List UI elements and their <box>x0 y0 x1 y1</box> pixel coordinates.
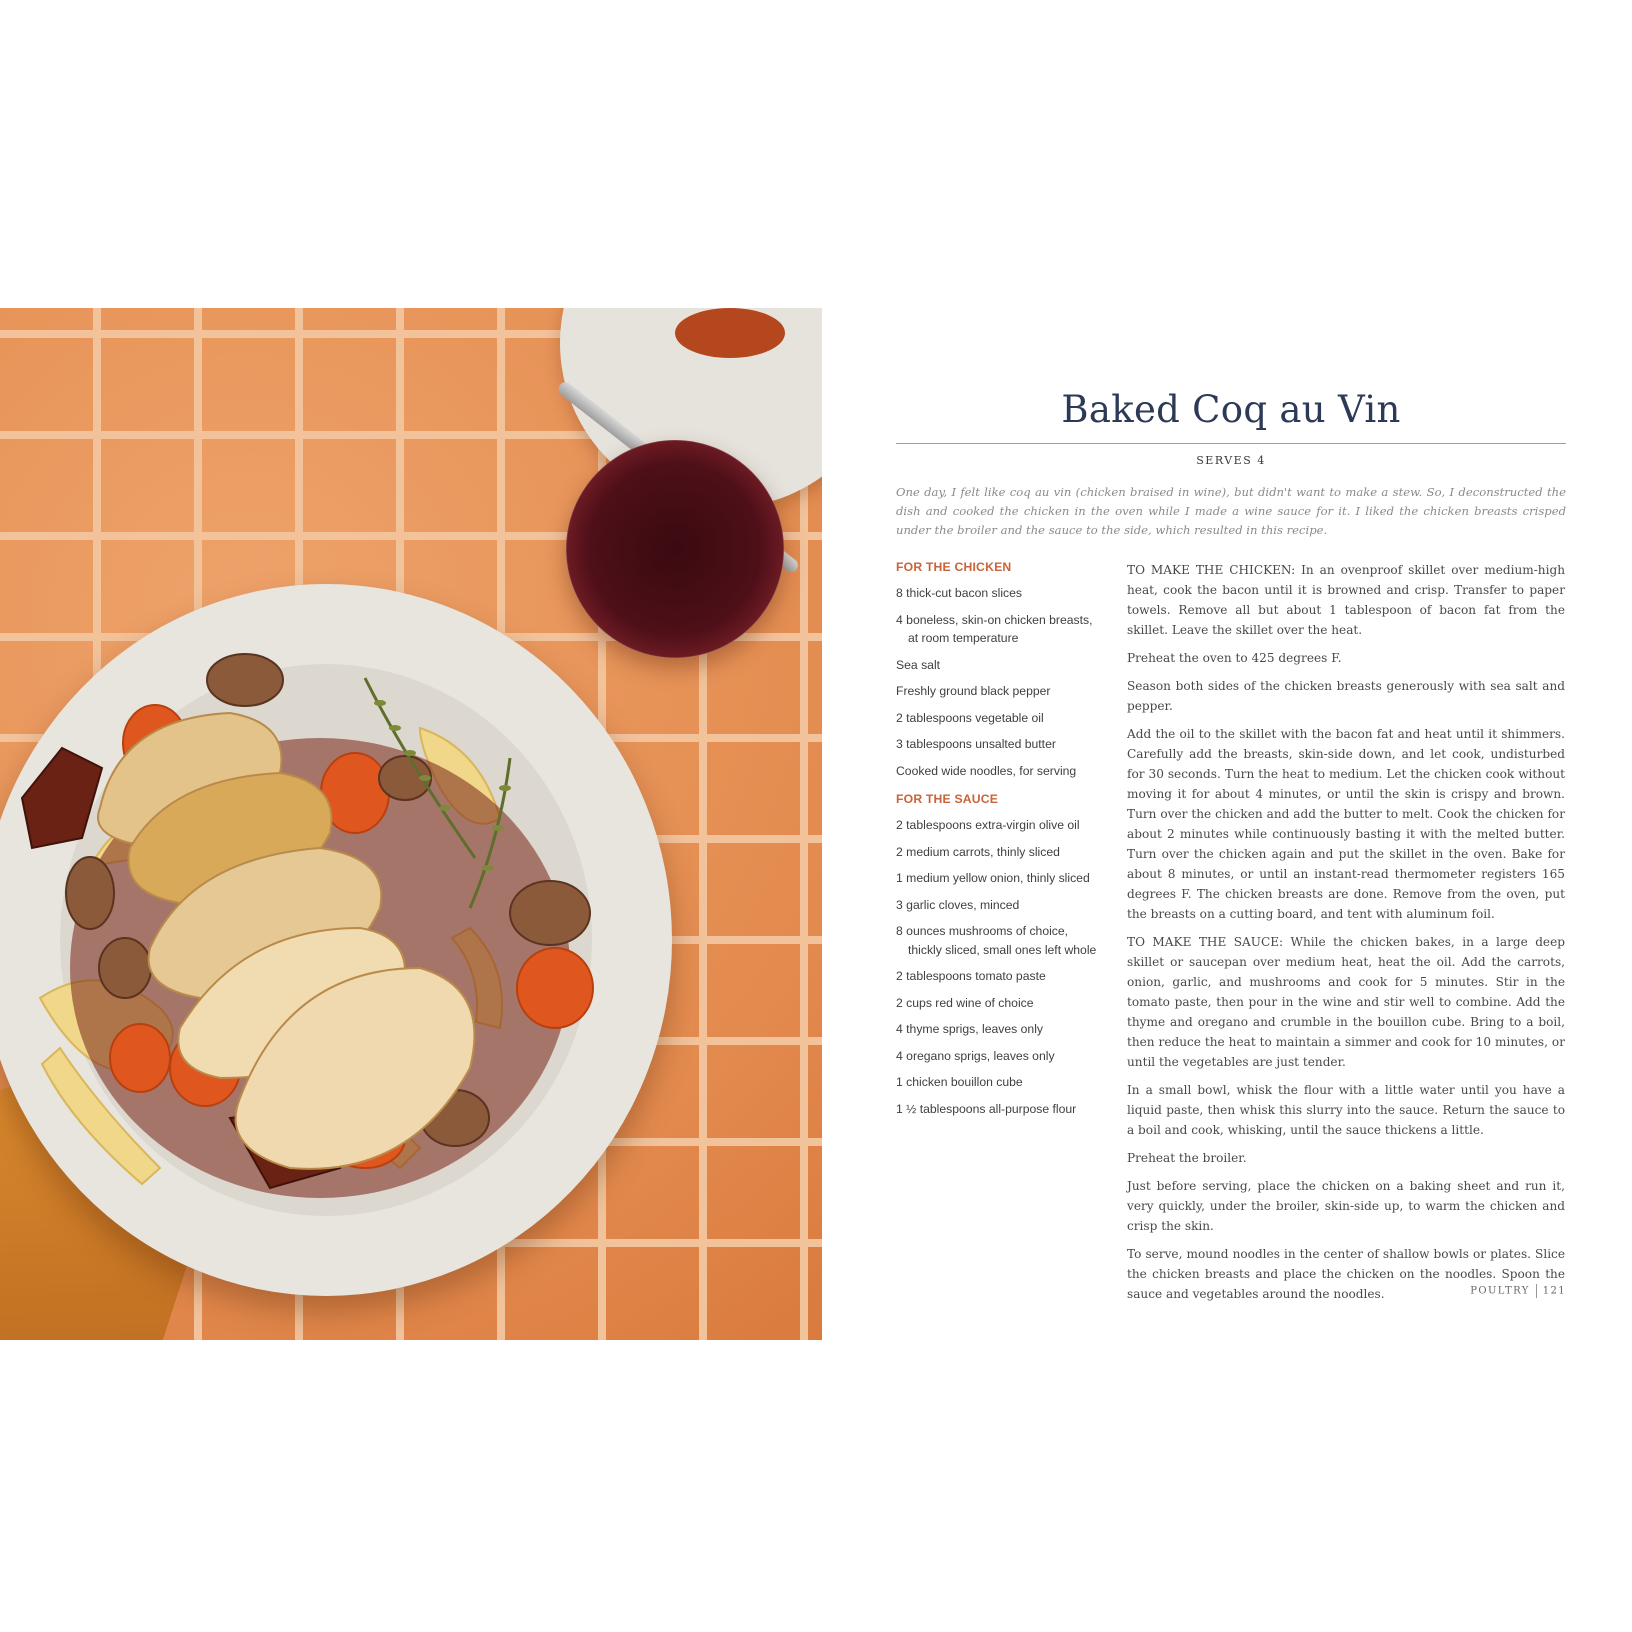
ingredient-item: 2 tablespoons tomato paste <box>896 969 1046 983</box>
method-step: Preheat the broiler. <box>1127 1151 1247 1165</box>
ingredient-item: Cooked wide noodles, for serving <box>896 763 1077 778</box>
ingredient-item: 4 boneless, skin-on chicken breasts, at room temperature <box>896 612 1093 645</box>
method-column <box>1127 560 1565 1312</box>
coq-au-vin-dish <box>0 308 822 1340</box>
ingredient-item: 2 tablespoons vegetable oil <box>896 710 1044 725</box>
method-step: TO MAKE THE CHICKEN: In an ovenproof skillet over medium-high heat, cook the bacon until it is browned and crisp. Transfer to paper towels. Remove all but about 1 tablespoon of bacon fat from the skillet. Leave the skillet over the heat. <box>1127 563 1565 637</box>
ingredient-item: 4 oregano sprigs, leaves only <box>896 1048 1055 1063</box>
ingredient-item: Freshly ground black pepper <box>896 684 1051 698</box>
sauce-ingredients-list <box>896 816 1101 1118</box>
page-footer <box>1406 1284 1566 1298</box>
ingredient-item: 1 ½ tablespoons all-purpose flour <box>896 1101 1077 1116</box>
recipe-intro: One day, I felt like coq au vin (chicken braised in wine), but didn't want to make a stew. So, I deconstructed the dish and cooked the chicken in the oven while I made a wine sauce for it. I liked the chicken breasts crisped under the broiler and the sauce to the side, which resulted in this recipe. <box>896 485 1566 537</box>
method-step: Season both sides of the chicken breasts generously with sea salt and pepper. <box>1127 679 1565 713</box>
ingredient-item: 1 medium yellow onion, thinly sliced <box>896 871 1090 885</box>
method-step: In a small bowl, whisk the flour with a little water until you have a liquid paste, then whisk this slurry into the sauce. Return the sauce to a boil and cook, whisking, until the sauce thickens a little. <box>1127 1083 1565 1137</box>
ingredient-item: Sea salt <box>896 657 941 672</box>
method-step: Just before serving, place the chicken on a baking sheet and run it, very quickly, under the broiler, skin-side up, to warm the chicken and crisp the skin. <box>1127 1179 1565 1233</box>
ingredient-item: 2 tablespoons extra-virgin olive oil <box>896 818 1080 832</box>
method-step: To serve, mound noodles in the center of shallow bowls or plates. Slice the chicken breasts and place the chicken on the noodles. Spoon the sauce and vegetables around the noodles. <box>1127 1247 1565 1301</box>
title-rule <box>896 443 1566 444</box>
serves-label: SERVES 4 <box>1196 454 1266 467</box>
ingredient-item: 8 thick-cut bacon slices <box>896 586 1022 600</box>
recipe-text-page <box>896 376 1566 1312</box>
recipe-title: Baked Coq au Vin <box>1061 388 1401 431</box>
ingredient-item: 3 tablespoons unsalted butter <box>896 737 1056 751</box>
sauce-ingredients-heading: FOR THE SAUCE <box>896 792 999 806</box>
ingredient-item: 2 medium carrots, thinly sliced <box>896 844 1060 859</box>
ingredient-item: 3 garlic cloves, minced <box>896 897 1020 912</box>
method-step: Add the oil to the skillet with the bacon fat and heat until it shimmers. Carefully add the breasts, skin-side down, and let cook, undisturbed for 30 seconds. Turn the heat to medium. Let the chicken cook without moving it for about 4 minutes, or until the skin is crispy and brown. Turn over the chicken and add the butter to melt. Cook the chicken for about 2 minutes while continuously basting it with the melted butter. Turn over the chicken again and put the skillet in the oven. Bake for about 8 minutes, or until an instant-read thermometer registers 165 degrees F. The chicken breasts are done. Remove from the oven, put the breasts on a cutting board, and tent with aluminum foil. <box>1127 727 1565 921</box>
ingredient-item: 8 ounces mushrooms of choice, thickly sliced, small ones left whole <box>896 924 1097 957</box>
ingredient-item: 2 cups red wine of choice <box>896 995 1034 1010</box>
footer-divider <box>1536 1284 1537 1298</box>
section-label: POULTRY <box>1470 1285 1530 1297</box>
chicken-ingredients-heading: FOR THE CHICKEN <box>896 560 1012 574</box>
method-step: Preheat the oven to 425 degrees F. <box>1127 651 1342 665</box>
ingredient-item: 4 thyme sprigs, leaves only <box>896 1022 1043 1036</box>
method-step: TO MAKE THE SAUCE: While the chicken bakes, in a large deep skillet or saucepan over medium heat, heat the oil. Add the carrots, onion, garlic, and mushrooms and cook for 5 minutes. Stir in the tomato paste, then pour in the wine and stir well to combine. Add the thyme and oregano and crumble in the bouillon cube. Bring to a boil, then reduce the heat to maintain a simmer and cook for 10 minutes, or until the vegetables are just tender. <box>1127 935 1565 1069</box>
ingredient-item: 1 chicken bouillon cube <box>896 1075 1023 1089</box>
ingredients-column <box>896 560 1101 1312</box>
recipe-photo <box>0 308 822 1340</box>
page-number: 121 <box>1542 1285 1566 1297</box>
recipe-body <box>896 560 1566 1312</box>
chicken-ingredients-list <box>896 584 1101 780</box>
